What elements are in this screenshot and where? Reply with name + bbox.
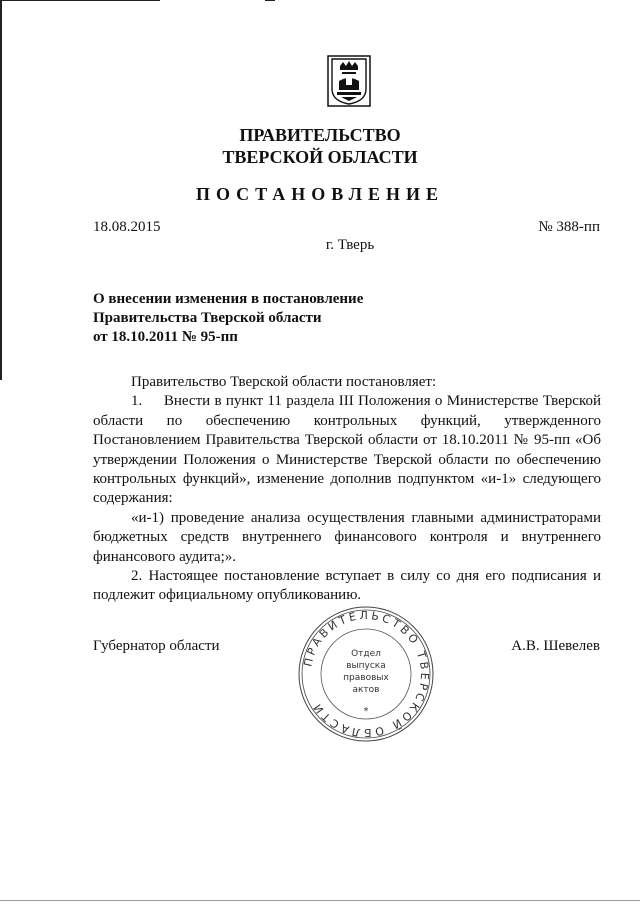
subject-line1: О внесении изменения в постановление <box>93 291 364 307</box>
scan-edge-top <box>0 0 160 1</box>
official-stamp <box>296 604 436 744</box>
signature-name: А.В. Шевелев <box>511 638 600 654</box>
body-paragraph-item-1: 1. Внести в пункт 11 раздела III Положения о Министерстве Тверской области по обеспечению контрольных функций, утвержденного Постановлением Правительства Тверской области от 18.10.2011 № 95-пп «Об утверждении Положения о Министерстве Тверской области по обеспечению контрольных функций», изменение дополнив подпунктом «и-1» следующего содержания: <box>93 393 601 507</box>
body-paragraph-quote: «и-1) проведение анализа осуществления главными администраторами бюджетных средств внутреннего финансового контроля и внутреннего финансового аудита;». <box>93 509 601 565</box>
subject-line3: от 18.10.2011 № 95-пп <box>93 329 238 345</box>
coat-of-arms-emblem <box>327 55 371 107</box>
stamp-center-line2: выпуска <box>346 661 386 671</box>
document-body <box>93 373 601 606</box>
document-city: г. Тверь <box>325 237 375 253</box>
signature-position: Губернатор области <box>93 638 220 654</box>
subject-line2: Правительства Тверской области <box>93 310 322 326</box>
document-number: № 388-пп <box>538 219 600 235</box>
document-type-heading: ПОСТАНОВЛЕНИЕ <box>195 184 445 204</box>
stamp-center-line1: Отдел <box>351 649 381 659</box>
stamp-ring-text: ПРАВИТЕЛЬСТВО ТВЕРСКОЙ ОБЛАСТИ <box>301 608 432 740</box>
organization-name-line1: ПРАВИТЕЛЬСТВО <box>239 125 401 145</box>
stamp-star: * <box>363 706 369 717</box>
stamp-center-line4: актов <box>352 685 380 695</box>
stamp-center-line3: правовых <box>343 673 389 683</box>
document-subject <box>93 290 363 347</box>
body-paragraph-intro: Правительство Тверской области постановляет: <box>131 374 437 390</box>
scan-edge-top-right <box>265 0 275 1</box>
body-paragraph-item-2: 2. Настоящее постановление вступает в силу со дня его подписания и подлежит официальному опубликованию. <box>93 568 601 604</box>
document-date: 18.08.2015 <box>93 219 161 235</box>
organization-name-line2: ТВЕРСКОЙ ОБЛАСТИ <box>222 147 418 167</box>
scan-edge-bottom <box>0 900 640 901</box>
